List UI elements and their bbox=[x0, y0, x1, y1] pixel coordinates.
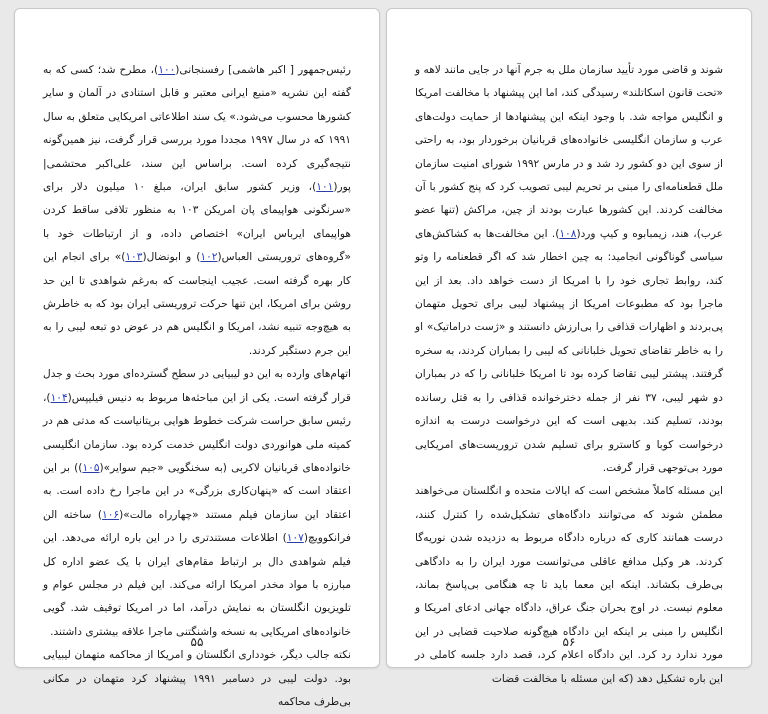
footnote-link[interactable]: ۱۰۱ bbox=[316, 181, 334, 194]
body-text: ) اطلاعات مستندتری را در این باره ارائه می‌دهد. این فیلم شواهدی دال بر ارتباط مقام‌های ایران با یک عضو اداره کل مبارزه با مواد مخدر امریکا ارائه می‌کند. این فیلم در مجلس عوام و تلویزیون انگلستان به نمایش درآمد، اما در امریکا توقیف شد. گویی خانواده‌های امریکایی به نسخه واشنگتنی ماجرا علاقه بیشتری داشتند. bbox=[43, 532, 351, 638]
footnote-link[interactable]: ۱۰۳ bbox=[125, 251, 143, 264]
body-text: ) ساخته الن فرانکوویچ( bbox=[43, 508, 351, 545]
paragraph bbox=[415, 59, 723, 480]
body-text: ) و ابونضال( bbox=[142, 251, 201, 264]
page-number-right: ۵۶ bbox=[562, 635, 576, 649]
footnote-link[interactable]: ۱۰۰ bbox=[158, 64, 176, 76]
body-text: رئیس‌جمهور [ اکبر هاشمی] رفسنجانی( bbox=[175, 64, 351, 76]
footnote-link[interactable]: ۱۰۸ bbox=[559, 227, 577, 240]
body-text: )، رئیس سابق حراست شرکت خطوط هوایی بریتانیاست که مدتی هم در کمیته ملی هوانوردی دولت انگلیس خدمت کرده بود. سازمان انگلیسی خانواده‌های قربانیان لاکربی (به سخنگویی «جیم سوایر»( bbox=[43, 391, 351, 474]
body-text: این مسئله کاملاً مشخص است که ایالات متحده و انگلستان می‌خواهند مطمئن شوند که می‌توانند دادگاه‌های تشکیل‌شده را کنترل کنند، درست همانند کاری که درباره دادگاه مربوط به دزدیده شدن نوریه‌گا کردند. هر وکیل مدافع عاقلی می‌توانست مورد ایران را به دادگاهی بی‌طرف بکشاند. اینکه این معما باید تا چه هنگامی بی‌پاسخ بماند، معلوم نیست. در اوج بحران جنگ عراق، دادگاه جهانی ادعای امریکا و انگلیس را مبنی بر اینکه این دادگاه هیچ‌گونه صلاحیت قضایی در این مورد ندارد رد کرد. این دادگاه اعلام کرد، قصد دارد جلسه کاملی در این باره تشکیل دهد (که این مسئله با مخالفت قضات bbox=[415, 485, 723, 685]
body-text: )، وزیر کشور سابق ایران، مبلغ ۱۰ میلیون دلار برای «سرنگونی هواپیمای پان امریکن ۱۰۳ به منظور تلافی ساقط کردن هواپیمای ایرباس ایران» اختصاص داده، و از ارتباطات خود با «گروه‌های تروریستی العباس( bbox=[43, 181, 352, 264]
footnote-link[interactable]: ۱۰۷ bbox=[286, 532, 304, 545]
footnote-link[interactable]: ۱۰۶ bbox=[102, 508, 120, 521]
page-right-text bbox=[415, 59, 723, 691]
footnote-link[interactable]: ۱۰۵ bbox=[82, 461, 100, 474]
paragraph bbox=[43, 363, 351, 644]
paragraph bbox=[43, 644, 351, 714]
page-left-text bbox=[43, 59, 351, 714]
paragraph bbox=[415, 480, 723, 691]
footnote-link[interactable]: ۱۰۴ bbox=[50, 391, 68, 404]
footnote-link[interactable]: ۱۰۲ bbox=[200, 251, 218, 264]
page-number-left: ۵۵ bbox=[190, 635, 204, 649]
page-right bbox=[386, 8, 752, 685]
body-text: )) بر این اعتقاد است که «پنهان‌کاری بزرگی» در این ماجرا رخ داده است. به اعتقاد این سازمان فیلم مستند «چهارراه مالت»( bbox=[43, 461, 351, 521]
body-text: نکته جالب دیگر، خودداری انگلستان و امریکا از محاکمه متهمان لیبیایی بود. دولت لیبی در دسامبر ۱۹۹۱ پیشنهاد کرد متهمان در مکانی بی‌طرف محاکمه bbox=[43, 649, 351, 708]
body-text: )، مطرح شد؛ کسی که به گفته این نشریه «منبع ایرانی معتبر و قابل استنادی در آلمان و سایر کشورها محسوب می‌شود.» یک سند اطلاعاتی امریکایی متعلق به سال ۱۹۹۱ که در سال ۱۹۹۷ مجددا مورد بررسی قرار گرفت، نیز همین‌گونه نتیجه‌گیری کرده است. براساس این سند، علی‌اکبر محتشمی| پور( bbox=[43, 64, 351, 194]
body-text: ). این مخالفت‌ها به کشاکش‌های سیاسی گوناگونی انجامید: به چین اخطار شد که اگر قطعنامه را وتو کند، روابط تجاری خود را با امریکا از دست خواهد داد. بعد از این ماجرا بود که مطبوعات امریکا از پیشنهاد لیبی برای تحویل متهمان پی‌بردند و اظهارات قذافی را بی‌ارزش دانستند و «ژست دراماتیک» او را به خاطر تقاضای تحویل خلبانانی که لیبی را بمباران کردند، به سخره گرفتند. پیشتر لیبی تقاضا کرده بود تا امریکا خلبانانی را که در بمباران دو شهر لیبی، ۳۷ نفر از جمله دخترخوانده قذافی را به قتل رسانده بودند، تسلیم کند. بدیهی است که این درخواست درست به اندازه درخواست کوبا و کاسترو برای تسلیم شدن تروریست‌های امریکایی مورد بی‌توجهی قرار گرفت. bbox=[415, 227, 723, 474]
body-text: اتهام‌های وارده به این دو لیبیایی در سطح گسترده‌ای مورد بحث و جدل قرار گرفته است. یکی از این مباحثه‌ها مربوط به دنیس فیلیپس( bbox=[43, 368, 351, 404]
page-left bbox=[14, 8, 380, 708]
body-text: )» برای انجام این کار بهره گرفته است. عجیب اینجاست که به‌رغم شواهدی تا این حد روشن برای امریکا، این تنها حرکت تروریستی ایران بود که به خاطرش به هیچ‌وجه تنبیه نشد، امریکا و انگلیس هم در عوض دو تبعه لیبی را به این جرم دستگیر کردند. bbox=[43, 251, 351, 357]
paragraph bbox=[43, 59, 351, 363]
body-text: شوند و قاضی مورد تأیید سازمان ملل به جرم آنها در جایی مانند لاهه و «تحت قانون اسکاتلند» رسیدگی کند، اما این پیشنهاد با مخالفت امریکا و انگلیس مواجه شد. با وجود اینکه این پیشنهادها از حمایت دولت‌های عرب و سازمان انگلیسی خانواده‌های قربانیان برخوردار بود، به راحتی از سوی این دو کشور رد شد و در مارس ۱۹۹۲ شورای امنیت سازمان ملل قطعنامه‌ای را مبنی بر تحریم لیبی تصویب کرد که پنج کشور با آن مخالفت کردند. این کشورها عبارت بودند از چین، مراکش (تنها عضو عرب)، هند، زیمبابوه و کیپ ورد( bbox=[415, 64, 723, 240]
